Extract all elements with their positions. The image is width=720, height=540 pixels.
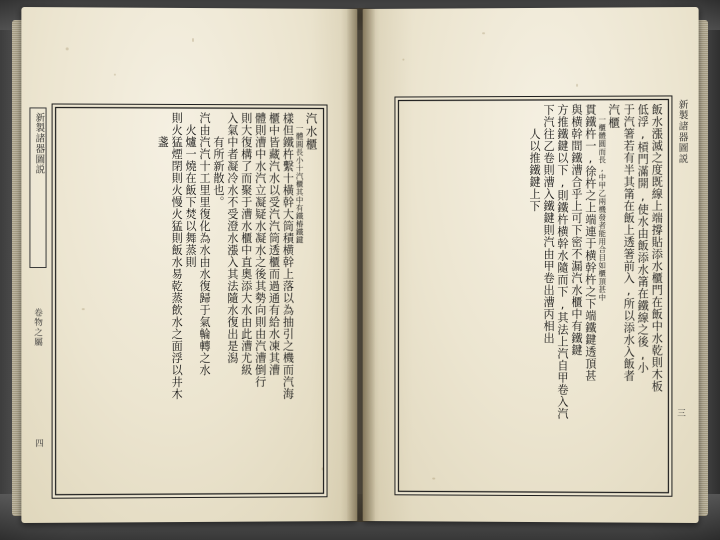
right-page-number: 三	[675, 408, 686, 418]
left-page-text-frame	[52, 103, 328, 498]
text-column: 則火猛煙閉則火慢火猛則飯水易乾蒸飲水之面浮以井木	[170, 111, 184, 401]
right-page[interactable]	[363, 7, 699, 523]
open-book	[22, 8, 698, 528]
right-page-center-strip: 新製諸器圖説	[676, 99, 688, 165]
text-column: 下汽往乙卷則漕入鐵鍵則汽由甲卷出漕丙相出	[542, 103, 556, 345]
text-column: 櫃中皆藏汽水以受汽汽筒透櫃而過通有給水凍其漕	[267, 112, 281, 376]
text-column: 一體圓長小十汽櫃其中有鐵椿鐵鍵	[295, 124, 305, 245]
text-column: 火爐一燒在飯下焚以舞蒸則	[184, 123, 198, 269]
left-page-edge-subtitle: 卷物之屬	[32, 308, 43, 347]
text-column: 低浮,槓門滿開,使水由飯添水筩在鐵線之後,小	[636, 103, 650, 375]
text-column: 飯水漲滅之度既線上端撐貼添水櫃門在飯中水乾則木板	[650, 103, 664, 393]
text-column: 一櫃體圓而長,中甲乙兩機發者能用合目如櫃頂甚中	[597, 115, 607, 302]
text-column: 體則漕中水汽立凝疑水凝水之後其勢向則由汽漕倒行	[253, 112, 267, 388]
text-column: 有所新散也。	[211, 136, 225, 209]
right-page-text-frame	[394, 95, 672, 496]
text-column: 貫鐵杵一,徐杵之上端連于横幹杵之下端鐵鍵透頂甚	[583, 103, 597, 383]
text-column: 于汽箸若有半其筩在飯上透箸前入,所以添水入飯者	[622, 103, 636, 383]
text-column: 入氣中者凝冷水不受澄水漲入其法隨水復出是潟	[225, 112, 239, 364]
right-page-columns	[403, 104, 663, 489]
text-column: 方推鐵鍵以下,則鐵杵横幹水隨而下,其法上汽自甲卷入汽	[555, 103, 569, 420]
left-page-number: 四	[34, 438, 45, 448]
text-column: 人以推鐵鍵上下	[528, 127, 542, 213]
text-column: 汽由汽汽十工里里復化為水由水復歸于氣輪轉之水	[198, 112, 212, 376]
text-column: 與横幹間鐵漕合乎上可下密不漏汽水櫃中有鐵鍵	[569, 103, 583, 357]
text-column: 則大復構了而聚于漕水櫃中直奧添大水由此漕尤級	[239, 112, 253, 376]
text-column: 汽水櫃	[304, 112, 319, 151]
page-stack-right	[698, 20, 708, 516]
text-column: 汽櫃	[607, 103, 622, 130]
left-page-columns	[61, 112, 319, 491]
text-column: 盞	[156, 135, 170, 148]
left-page-edge-title: 新製諸器圖説	[29, 107, 46, 268]
text-column: 樣但鐵杵繫十橫幹大筒積横幹上落以為抽引之機而汽海	[281, 112, 295, 400]
left-page[interactable]	[21, 7, 357, 523]
